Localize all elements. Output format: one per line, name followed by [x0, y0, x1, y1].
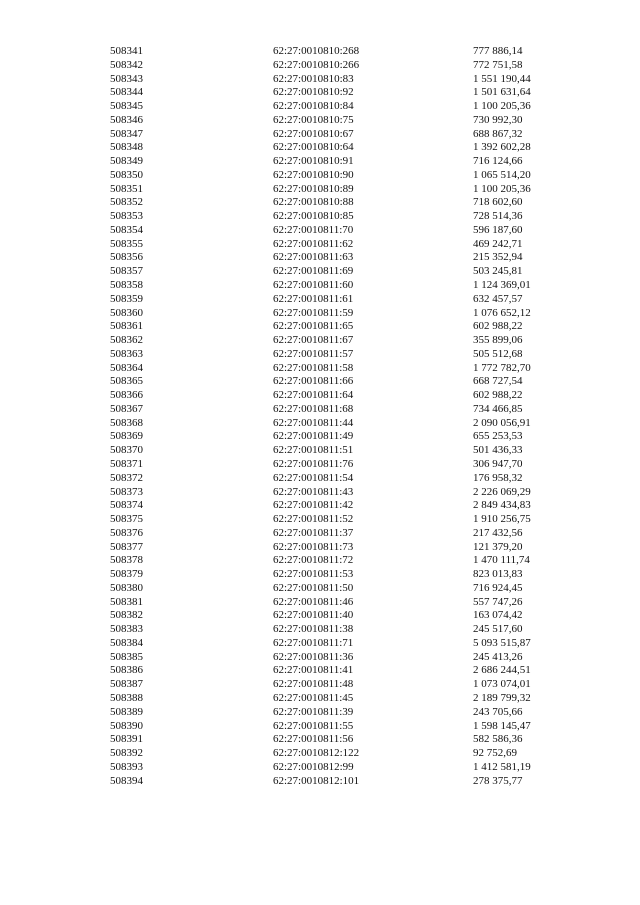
row-id: 508380	[110, 581, 143, 594]
cadastral-value: 1 124 369,01	[473, 279, 531, 292]
row-id: 508350	[110, 168, 143, 181]
cadastral-number: 62:27:0010811:55	[273, 719, 354, 732]
cadastral-number: 62:27:0010811:60	[273, 279, 354, 292]
cadastral-number: 62:27:0010812:99	[273, 760, 354, 773]
row-id: 508343	[110, 72, 143, 85]
table-row	[0, 747, 640, 761]
cadastral-value: 1 598 145,47	[473, 719, 531, 732]
cadastral-number: 62:27:0010811:49	[273, 430, 354, 443]
table-row	[0, 499, 640, 513]
cadastral-value: 582 586,36	[473, 733, 523, 746]
cadastral-value: 1 073 074,01	[473, 678, 531, 691]
row-id: 508362	[110, 334, 143, 347]
row-id: 508348	[110, 141, 143, 154]
cadastral-value: 1 501 631,64	[473, 86, 531, 99]
cadastral-number: 62:27:0010811:37	[273, 526, 354, 539]
cadastral-number: 62:27:0010810:85	[273, 210, 354, 223]
table-row	[0, 45, 640, 59]
table-row	[0, 210, 640, 224]
cadastral-value: 777 886,14	[473, 45, 523, 57]
table-row	[0, 403, 640, 417]
cadastral-number: 62:27:0010810:84	[273, 100, 354, 113]
table-row	[0, 458, 640, 472]
table-row	[0, 224, 640, 238]
table-row	[0, 362, 640, 376]
cadastral-number: 62:27:0010811:70	[273, 223, 354, 236]
cadastral-number: 62:27:0010811:43	[273, 485, 354, 498]
cadastral-number: 62:27:0010810:64	[273, 141, 354, 154]
row-id: 508376	[110, 526, 143, 539]
cadastral-value: 772 751,58	[473, 58, 523, 71]
table-row	[0, 444, 640, 458]
cadastral-number: 62:27:0010811:57	[273, 347, 354, 360]
cadastral-value: 503 245,81	[473, 265, 523, 278]
data-table	[0, 45, 640, 788]
row-id: 508344	[110, 86, 143, 99]
row-id: 508373	[110, 485, 143, 498]
cadastral-value: 2 686 244,51	[473, 664, 531, 677]
table-row	[0, 279, 640, 293]
cadastral-number: 62:27:0010811:40	[273, 609, 354, 622]
cadastral-value: 632 457,57	[473, 292, 523, 305]
row-id: 508370	[110, 444, 143, 457]
cadastral-value: 1 470 111,74	[473, 554, 530, 567]
table-row	[0, 128, 640, 142]
cadastral-value: 501 436,33	[473, 444, 523, 457]
cadastral-value: 2 090 056,91	[473, 416, 531, 429]
cadastral-value: 505 512,68	[473, 347, 523, 360]
cadastral-number: 62:27:0010811:58	[273, 361, 354, 374]
row-id: 508378	[110, 554, 143, 567]
row-id: 508345	[110, 100, 143, 113]
row-id: 508394	[110, 774, 143, 787]
table-row	[0, 706, 640, 720]
row-id: 508388	[110, 691, 143, 704]
row-id: 508385	[110, 650, 143, 663]
row-id: 508393	[110, 760, 143, 773]
row-id: 508375	[110, 513, 143, 526]
cadastral-number: 62:27:0010811:56	[273, 733, 354, 746]
row-id: 508391	[110, 733, 143, 746]
cadastral-number: 62:27:0010810:90	[273, 168, 354, 181]
row-id: 508372	[110, 471, 143, 484]
row-id: 508357	[110, 265, 143, 278]
cadastral-value: 1 065 514,20	[473, 168, 531, 181]
row-id: 508383	[110, 623, 143, 636]
row-id: 508371	[110, 457, 143, 470]
row-id: 508366	[110, 389, 143, 402]
table-row	[0, 678, 640, 692]
cadastral-number: 62:27:0010811:64	[273, 389, 354, 402]
cadastral-number: 62:27:0010811:61	[273, 292, 354, 305]
table-row	[0, 417, 640, 431]
cadastral-value: 1 392 602,28	[473, 141, 531, 154]
cadastral-value: 668 727,54	[473, 375, 523, 388]
cadastral-number: 62:27:0010811:66	[273, 375, 354, 388]
row-id: 508365	[110, 375, 143, 388]
table-row	[0, 196, 640, 210]
cadastral-value: 1 551 190,44	[473, 72, 531, 85]
table-row	[0, 527, 640, 541]
cadastral-number: 62:27:0010810:268	[273, 45, 360, 57]
cadastral-number: 62:27:0010811:69	[273, 265, 354, 278]
table-row	[0, 651, 640, 665]
cadastral-number: 62:27:0010811:67	[273, 334, 354, 347]
cadastral-value: 1 910 256,75	[473, 513, 531, 526]
table-row	[0, 141, 640, 155]
table-row	[0, 596, 640, 610]
cadastral-number: 62:27:0010811:42	[273, 499, 354, 512]
table-row	[0, 100, 640, 114]
table-row	[0, 761, 640, 775]
cadastral-number: 62:27:0010811:59	[273, 306, 354, 319]
row-id: 508347	[110, 127, 143, 140]
table-row	[0, 582, 640, 596]
cadastral-number: 62:27:0010811:39	[273, 705, 354, 718]
cadastral-value: 215 352,94	[473, 251, 523, 264]
table-row	[0, 637, 640, 651]
cadastral-number: 62:27:0010811:48	[273, 678, 354, 691]
table-row	[0, 720, 640, 734]
row-id: 508369	[110, 430, 143, 443]
cadastral-value: 1 100 205,36	[473, 100, 531, 113]
row-id: 508374	[110, 499, 143, 512]
row-id: 508361	[110, 320, 143, 333]
cadastral-number: 62:27:0010811:46	[273, 595, 354, 608]
cadastral-value: 176 958,32	[473, 471, 523, 484]
table-row	[0, 568, 640, 582]
table-row	[0, 375, 640, 389]
cadastral-number: 62:27:0010811:53	[273, 568, 354, 581]
row-id: 508368	[110, 416, 143, 429]
table-row	[0, 238, 640, 252]
cadastral-value: 2 226 069,29	[473, 485, 531, 498]
cadastral-value: 1 076 652,12	[473, 306, 531, 319]
cadastral-number: 62:27:0010811:68	[273, 402, 354, 415]
cadastral-value: 596 187,60	[473, 223, 523, 236]
cadastral-value: 602 988,22	[473, 320, 523, 333]
table-row	[0, 59, 640, 73]
cadastral-value: 734 466,85	[473, 402, 523, 415]
cadastral-value: 716 924,45	[473, 581, 523, 594]
cadastral-value: 306 947,70	[473, 457, 523, 470]
cadastral-number: 62:27:0010810:92	[273, 86, 354, 99]
cadastral-number: 62:27:0010811:52	[273, 513, 354, 526]
cadastral-value: 469 242,71	[473, 237, 523, 250]
cadastral-number: 62:27:0010810:75	[273, 113, 354, 126]
table-row	[0, 320, 640, 334]
row-id: 508358	[110, 279, 143, 292]
row-id: 508349	[110, 155, 143, 168]
cadastral-value: 217 432,56	[473, 526, 523, 539]
cadastral-value: 245 413,26	[473, 650, 523, 663]
row-id: 508389	[110, 705, 143, 718]
cadastral-value: 718 602,60	[473, 196, 523, 209]
table-row	[0, 775, 640, 789]
row-id: 508377	[110, 540, 143, 553]
row-id: 508367	[110, 402, 143, 415]
row-id: 508356	[110, 251, 143, 264]
cadastral-number: 62:27:0010811:54	[273, 471, 354, 484]
cadastral-value: 243 705,66	[473, 705, 523, 718]
row-id: 508342	[110, 58, 143, 71]
cadastral-value: 688 867,32	[473, 127, 523, 140]
cadastral-number: 62:27:0010811:44	[273, 416, 354, 429]
row-id: 508387	[110, 678, 143, 691]
row-id: 508360	[110, 306, 143, 319]
cadastral-value: 278 375,77	[473, 774, 523, 787]
table-row	[0, 251, 640, 265]
cadastral-number: 62:27:0010811:71	[273, 636, 354, 649]
row-id: 508352	[110, 196, 143, 209]
cadastral-value: 245 517,60	[473, 623, 523, 636]
table-row	[0, 430, 640, 444]
cadastral-number: 62:27:0010810:91	[273, 155, 354, 168]
row-id: 508392	[110, 747, 143, 760]
cadastral-value: 163 074,42	[473, 609, 523, 622]
row-id: 508341	[110, 45, 143, 57]
table-row	[0, 609, 640, 623]
cadastral-number: 62:27:0010812:122	[273, 747, 360, 760]
cadastral-number: 62:27:0010811:38	[273, 623, 354, 636]
table-row	[0, 664, 640, 678]
cadastral-value: 2 849 434,83	[473, 499, 531, 512]
cadastral-number: 62:27:0010811:76	[273, 457, 354, 470]
row-id: 508359	[110, 292, 143, 305]
row-id: 508355	[110, 237, 143, 250]
table-row	[0, 169, 640, 183]
row-id: 508364	[110, 361, 143, 374]
table-row	[0, 472, 640, 486]
cadastral-value: 1 100 205,36	[473, 182, 531, 195]
cadastral-value: 728 514,36	[473, 210, 523, 223]
cadastral-number: 62:27:0010811:41	[273, 664, 354, 677]
table-row	[0, 389, 640, 403]
cadastral-number: 62:27:0010811:63	[273, 251, 354, 264]
table-row	[0, 541, 640, 555]
row-id: 508354	[110, 223, 143, 236]
table-row	[0, 513, 640, 527]
table-row	[0, 334, 640, 348]
cadastral-number: 62:27:0010810:83	[273, 72, 354, 85]
table-row	[0, 692, 640, 706]
cadastral-value: 5 093 515,87	[473, 636, 531, 649]
cadastral-value: 121 379,20	[473, 540, 523, 553]
table-row	[0, 486, 640, 500]
cadastral-number: 62:27:0010810:266	[273, 58, 360, 71]
cadastral-number: 62:27:0010810:67	[273, 127, 354, 140]
row-id: 508384	[110, 636, 143, 649]
cadastral-number: 62:27:0010810:89	[273, 182, 354, 195]
table-row	[0, 307, 640, 321]
cadastral-value: 823 013,83	[473, 568, 523, 581]
table-row	[0, 86, 640, 100]
cadastral-number: 62:27:0010811:73	[273, 540, 354, 553]
table-row	[0, 155, 640, 169]
cadastral-value: 1 772 782,70	[473, 361, 531, 374]
cadastral-number: 62:27:0010812:101	[273, 774, 360, 787]
table-row	[0, 554, 640, 568]
row-id: 508346	[110, 113, 143, 126]
cadastral-number: 62:27:0010811:65	[273, 320, 354, 333]
table-row	[0, 73, 640, 87]
table-row	[0, 348, 640, 362]
row-id: 508353	[110, 210, 143, 223]
cadastral-number: 62:27:0010811:45	[273, 691, 354, 704]
cadastral-value: 602 988,22	[473, 389, 523, 402]
cadastral-value: 92 752,69	[473, 747, 517, 760]
row-id: 508379	[110, 568, 143, 581]
row-id: 508351	[110, 182, 143, 195]
cadastral-value: 557 747,26	[473, 595, 523, 608]
table-row	[0, 183, 640, 197]
row-id: 508363	[110, 347, 143, 360]
row-id: 508390	[110, 719, 143, 732]
cadastral-number: 62:27:0010811:72	[273, 554, 354, 567]
table-row	[0, 293, 640, 307]
table-row	[0, 114, 640, 128]
cadastral-value: 355 899,06	[473, 334, 523, 347]
row-id: 508381	[110, 595, 143, 608]
cadastral-value: 730 992,30	[473, 113, 523, 126]
cadastral-number: 62:27:0010811:36	[273, 650, 354, 663]
cadastral-number: 62:27:0010811:50	[273, 581, 354, 594]
table-row	[0, 623, 640, 637]
cadastral-number: 62:27:0010811:51	[273, 444, 354, 457]
cadastral-value: 1 412 581,19	[473, 760, 531, 773]
table-row	[0, 733, 640, 747]
row-id: 508386	[110, 664, 143, 677]
row-id: 508382	[110, 609, 143, 622]
cadastral-number: 62:27:0010811:62	[273, 237, 354, 250]
cadastral-number: 62:27:0010810:88	[273, 196, 354, 209]
cadastral-value: 2 189 799,32	[473, 691, 531, 704]
table-row	[0, 265, 640, 279]
cadastral-value: 716 124,66	[473, 155, 523, 168]
cadastral-value: 655 253,53	[473, 430, 523, 443]
